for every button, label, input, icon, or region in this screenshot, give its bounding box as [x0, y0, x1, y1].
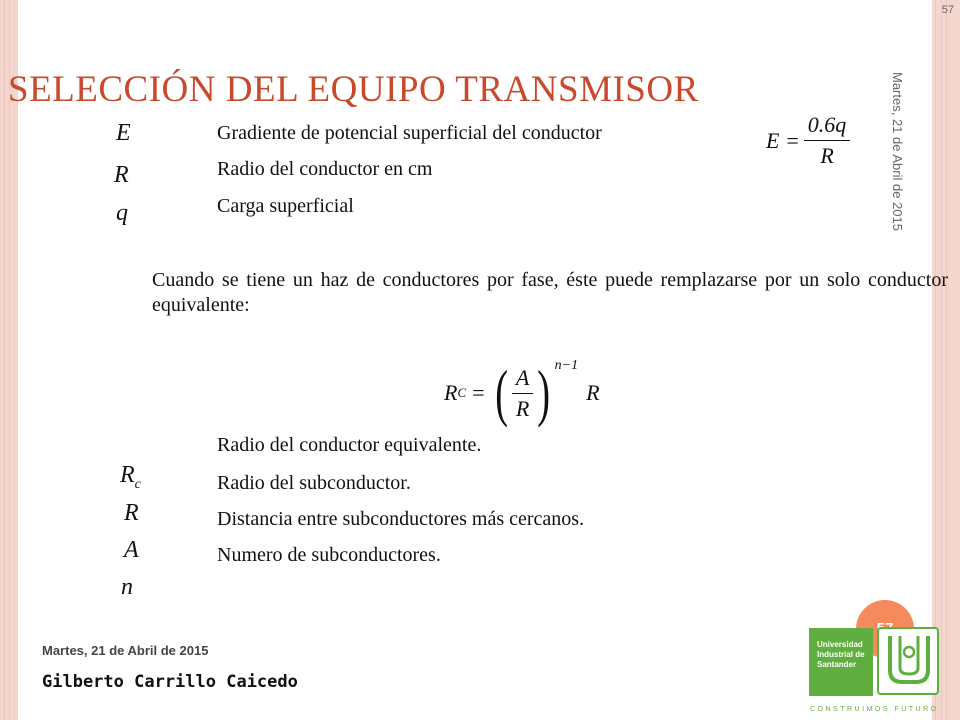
right-border-decoration — [932, 0, 960, 720]
left-paren: ( — [494, 357, 508, 428]
formula-E-numerator: 0.6q — [804, 112, 851, 141]
slide-number-top: 57 — [941, 4, 954, 16]
formula-E-lhs: E = — [766, 127, 800, 153]
formula-Rc-lhs-base: R — [444, 380, 458, 405]
formula-Rc-equals: = — [472, 380, 485, 405]
formula-Rc-lhs-sub: C — [457, 385, 467, 400]
logo-line-1: Universidad — [817, 640, 863, 649]
uis-logo — [806, 626, 944, 720]
definition-n-text: Numero de subconductores. — [217, 544, 441, 566]
bundle-paragraph: Cuando se tiene un haz de conductores por fase, éste puede remplazarse por un solo conductor equivalente: — [152, 269, 948, 316]
definition-R-sub-text: Radio del subconductor. — [217, 472, 411, 494]
formula-Rc-denominator: R — [515, 395, 530, 421]
logo-green-box — [809, 628, 873, 696]
logo-motto: CONSTRUIMOS FUTURO — [810, 706, 939, 713]
formula-E-fraction — [804, 112, 851, 169]
formula-Rc-numerator: A — [512, 365, 533, 394]
logo-line-3: Santander — [817, 660, 857, 669]
right-paren: ) — [537, 357, 551, 428]
definition-q-text: Carga superficial — [217, 195, 354, 217]
footer-author: Gilberto Carrillo Caicedo — [42, 672, 298, 692]
definition-A-text: Distancia entre subconductores más cercanos. — [217, 508, 585, 530]
symbol-q: q — [116, 200, 128, 226]
formula-E-denominator: R — [820, 143, 834, 168]
formula-Rc-tail: R — [586, 380, 600, 405]
definition-E-text: Gradiente de potencial superficial del conductor — [217, 122, 602, 144]
logo-emblem-icon — [876, 626, 942, 698]
symbol-E: E — [116, 120, 131, 146]
definition-Rc-text: Radio del conductor equivalente. — [217, 434, 482, 456]
footer-date: Martes, 21 de Abril de 2015 — [42, 643, 209, 658]
symbol-Rc — [120, 462, 141, 493]
symbol-n: n — [121, 574, 133, 600]
vertical-date: Martes, 21 de Abril de 2015 — [890, 72, 905, 231]
symbol-R-sub: R — [124, 500, 139, 526]
symbol-Rc-sub: c — [134, 476, 141, 492]
formula-Rc-exponent: n−1 — [554, 358, 579, 373]
slide-title: SELECCIÓN DEL EQUIPO TRANSMISOR — [8, 69, 699, 110]
formula-equivalent-radius — [444, 358, 600, 428]
formula-Rc-fraction — [512, 365, 533, 422]
formula-gradient — [766, 112, 850, 169]
definition-R-text: Radio del conductor en cm — [217, 158, 433, 180]
symbol-Rc-base: R — [120, 462, 135, 488]
logo-line-2: Industrial de — [817, 650, 865, 659]
symbol-A: A — [124, 537, 139, 563]
symbol-R: R — [114, 162, 129, 188]
